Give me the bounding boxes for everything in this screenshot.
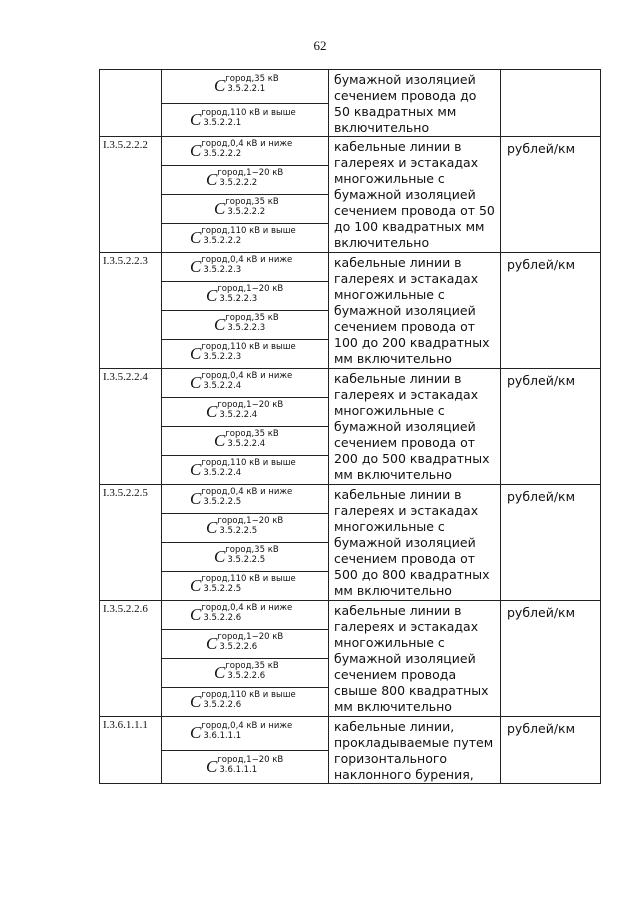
rate-symbol: C xyxy=(206,402,218,421)
formula-cell xyxy=(162,601,329,630)
formula-superscript: город,1−20 кВ xyxy=(217,168,284,178)
rate-formula xyxy=(162,228,328,248)
formula-subscript: 3.5.2.2.6 xyxy=(227,671,266,681)
rate-formula xyxy=(162,199,328,219)
formula-superscript: город,0,4 кВ и ниже xyxy=(201,139,293,149)
formula-subscript: 3.5.2.2.4 xyxy=(203,381,242,391)
formula-cell xyxy=(162,750,329,784)
formula-cell xyxy=(162,137,329,166)
rate-symbol: C xyxy=(206,634,218,653)
rate-formula xyxy=(162,431,328,451)
formula-subscript: 3.5.2.2.2 xyxy=(203,236,242,246)
row-unit: рублей/км xyxy=(501,137,601,253)
row-unit: рублей/км xyxy=(501,601,601,717)
formula-superscript: город,35 кВ xyxy=(225,313,279,323)
table-row xyxy=(100,70,601,104)
rate-symbol: C xyxy=(190,257,202,276)
rate-symbol: C xyxy=(190,692,202,711)
rate-symbol: C xyxy=(190,460,202,479)
formula-cell xyxy=(162,659,329,688)
rate-formula xyxy=(162,286,328,306)
rate-symbol: C xyxy=(206,518,218,537)
formula-subscript: 3.5.2.2.2 xyxy=(219,178,258,188)
formula-cell xyxy=(162,717,329,751)
rate-formula xyxy=(162,489,328,509)
rate-formula xyxy=(162,373,328,393)
row-code: I.3.5.2.2.2 xyxy=(100,137,162,253)
row-description: кабельные линии, прокладываемые путем горизонтального наклонного бурения, xyxy=(329,717,501,784)
rate-symbol: C xyxy=(190,605,202,624)
formula-subscript: 3.6.1.1.1 xyxy=(219,764,258,775)
rate-formula xyxy=(162,576,328,596)
rate-symbol: C xyxy=(190,373,202,392)
formula-subscript: 3.5.2.2.5 xyxy=(203,584,242,594)
rate-formula xyxy=(162,257,328,277)
formula-cell xyxy=(162,311,329,340)
row-unit: рублей/км xyxy=(501,253,601,369)
formula-cell xyxy=(162,572,329,601)
rate-formula xyxy=(162,518,328,538)
formula-superscript: город,110 кВ и выше xyxy=(201,458,296,468)
row-code xyxy=(100,70,162,137)
formula-cell xyxy=(162,224,329,253)
rate-formula xyxy=(162,315,328,335)
formula-cell xyxy=(162,103,329,137)
formula-subscript: 3.5.2.2.6 xyxy=(203,700,242,710)
formula-cell xyxy=(162,485,329,514)
formula-subscript: 3.5.2.2.5 xyxy=(227,555,266,565)
formula-superscript: город,1−20 кВ xyxy=(217,516,284,526)
formula-subscript: 3.5.2.2.4 xyxy=(203,468,242,478)
formula-cell xyxy=(162,427,329,456)
formula-cell xyxy=(162,456,329,485)
rate-formula xyxy=(162,170,328,190)
formula-subscript: 3.5.2.2.5 xyxy=(219,526,258,536)
rate-symbol: C xyxy=(190,723,202,743)
rate-symbol: C xyxy=(214,663,226,682)
formula-superscript: город,35 кВ xyxy=(225,545,279,555)
formula-cell xyxy=(162,514,329,543)
formula-superscript: город,110 кВ и выше xyxy=(201,226,296,236)
rate-formula xyxy=(162,605,328,625)
formula-superscript: город,35 кВ xyxy=(225,429,279,439)
table-row xyxy=(100,601,601,630)
table-row xyxy=(100,253,601,282)
row-description: кабельные линии в галереях и эстакадах многожильные с бумажной изоляцией сечением провода от 200 до 500 квадратных мм включительно xyxy=(329,369,501,485)
rate-symbol: C xyxy=(206,286,218,305)
rate-symbol: C xyxy=(190,344,202,363)
row-unit: рублей/км xyxy=(501,717,601,784)
formula-superscript: город,35 кВ xyxy=(225,197,279,207)
formula-subscript: 3.6.1.1.1 xyxy=(203,731,242,742)
rate-formula xyxy=(162,402,328,422)
table-row xyxy=(100,369,601,398)
row-code: I.3.5.2.2.4 xyxy=(100,369,162,485)
formula-superscript: город,35 кВ xyxy=(225,74,279,85)
rate-formula xyxy=(162,460,328,480)
formula-cell xyxy=(162,543,329,572)
row-description: кабельные линии в галереях и эстакадах многожильные с бумажной изоляцией сечением провода от 500 до 800 квадратных мм включительно xyxy=(329,485,501,601)
rate-formula xyxy=(162,76,328,96)
row-description: кабельные линии в галереях и эстакадах многожильные с бумажной изоляцией сечением провода свыше 800 квадратных мм включительно xyxy=(329,601,501,717)
tariff-table-body xyxy=(100,70,601,784)
formula-subscript: 3.5.2.2.3 xyxy=(203,352,242,362)
formula-cell xyxy=(162,398,329,427)
row-code: I.3.5.2.2.5 xyxy=(100,485,162,601)
formula-subscript: 3.5.2.2.6 xyxy=(203,613,242,623)
formula-subscript: 3.5.2.2.1 xyxy=(227,84,266,95)
rate-formula xyxy=(162,754,328,777)
formula-cell xyxy=(162,253,329,282)
formula-cell xyxy=(162,166,329,195)
formula-cell xyxy=(162,340,329,369)
formula-cell xyxy=(162,630,329,659)
table-row xyxy=(100,717,601,751)
formula-superscript: город,0,4 кВ и ниже xyxy=(201,721,293,732)
formula-superscript: город,110 кВ и выше xyxy=(201,107,296,118)
rate-symbol: C xyxy=(206,756,218,776)
table-row xyxy=(100,137,601,166)
row-description: бумажной изоляцией сечением провода до 50 квадратных мм включительно xyxy=(329,70,501,137)
formula-cell xyxy=(162,369,329,398)
rate-symbol: C xyxy=(190,109,202,129)
rate-symbol: C xyxy=(190,576,202,595)
rate-formula xyxy=(162,344,328,364)
rate-symbol: C xyxy=(190,228,202,247)
rate-symbol: C xyxy=(190,489,202,508)
formula-subscript: 3.5.2.2.2 xyxy=(203,149,242,159)
formula-subscript: 3.5.2.2.3 xyxy=(203,265,242,275)
formula-superscript: город,1−20 кВ xyxy=(217,754,284,765)
formula-superscript: город,0,4 кВ и ниже xyxy=(201,487,293,497)
formula-superscript: город,1−20 кВ xyxy=(217,400,284,410)
rate-formula xyxy=(162,692,328,712)
tariff-table xyxy=(99,69,601,784)
formula-cell xyxy=(162,282,329,311)
row-unit: рублей/км xyxy=(501,485,601,601)
row-code: I.3.5.2.2.3 xyxy=(100,253,162,369)
rate-symbol: C xyxy=(190,141,202,160)
rate-formula xyxy=(162,663,328,683)
rate-formula xyxy=(162,141,328,161)
formula-subscript: 3.5.2.2.4 xyxy=(219,410,258,420)
formula-superscript: город,110 кВ и выше xyxy=(201,690,296,700)
row-unit: рублей/км xyxy=(501,369,601,485)
formula-subscript: 3.5.2.2.2 xyxy=(227,207,266,217)
formula-subscript: 3.5.2.2.6 xyxy=(219,642,258,652)
rate-symbol: C xyxy=(214,76,226,96)
rate-symbol: C xyxy=(214,199,226,218)
rate-formula xyxy=(162,634,328,654)
formula-cell xyxy=(162,195,329,224)
formula-superscript: город,0,4 кВ и ниже xyxy=(201,371,293,381)
row-code: I.3.6.1.1.1 xyxy=(100,717,162,784)
rate-formula xyxy=(162,547,328,567)
rate-symbol: C xyxy=(214,547,226,566)
formula-cell xyxy=(162,70,329,104)
formula-subscript: 3.5.2.2.4 xyxy=(227,439,266,449)
formula-superscript: город,1−20 кВ xyxy=(217,284,284,294)
rate-symbol: C xyxy=(214,431,226,450)
formula-superscript: город,0,4 кВ и ниже xyxy=(201,255,293,265)
formula-superscript: город,1−20 кВ xyxy=(217,632,284,642)
table-row xyxy=(100,485,601,514)
page-number: 62 xyxy=(313,38,327,53)
rate-symbol: C xyxy=(214,315,226,334)
formula-cell xyxy=(162,688,329,717)
rate-symbol: C xyxy=(206,170,218,189)
formula-subscript: 3.5.2.2.1 xyxy=(203,117,242,128)
row-description: кабельные линии в галереях и эстакадах многожильные с бумажной изоляцией сечением провода от 100 до 200 квадратных мм включительно xyxy=(329,253,501,369)
row-description: кабельные линии в галереях и эстакадах многожильные с бумажной изоляцией сечением провода от 50 до 100 квадратных мм включительно xyxy=(329,137,501,253)
row-unit xyxy=(501,70,601,137)
rate-formula xyxy=(162,107,328,130)
formula-superscript: город,110 кВ и выше xyxy=(201,342,296,352)
row-code: I.3.5.2.2.6 xyxy=(100,601,162,717)
formula-superscript: город,35 кВ xyxy=(225,661,279,671)
rate-formula xyxy=(162,723,328,743)
formula-subscript: 3.5.2.2.3 xyxy=(227,323,266,333)
formula-subscript: 3.5.2.2.5 xyxy=(203,497,242,507)
formula-subscript: 3.5.2.2.3 xyxy=(219,294,258,304)
formula-superscript: город,110 кВ и выше xyxy=(201,574,296,584)
formula-superscript: город,0,4 кВ и ниже xyxy=(201,603,293,613)
